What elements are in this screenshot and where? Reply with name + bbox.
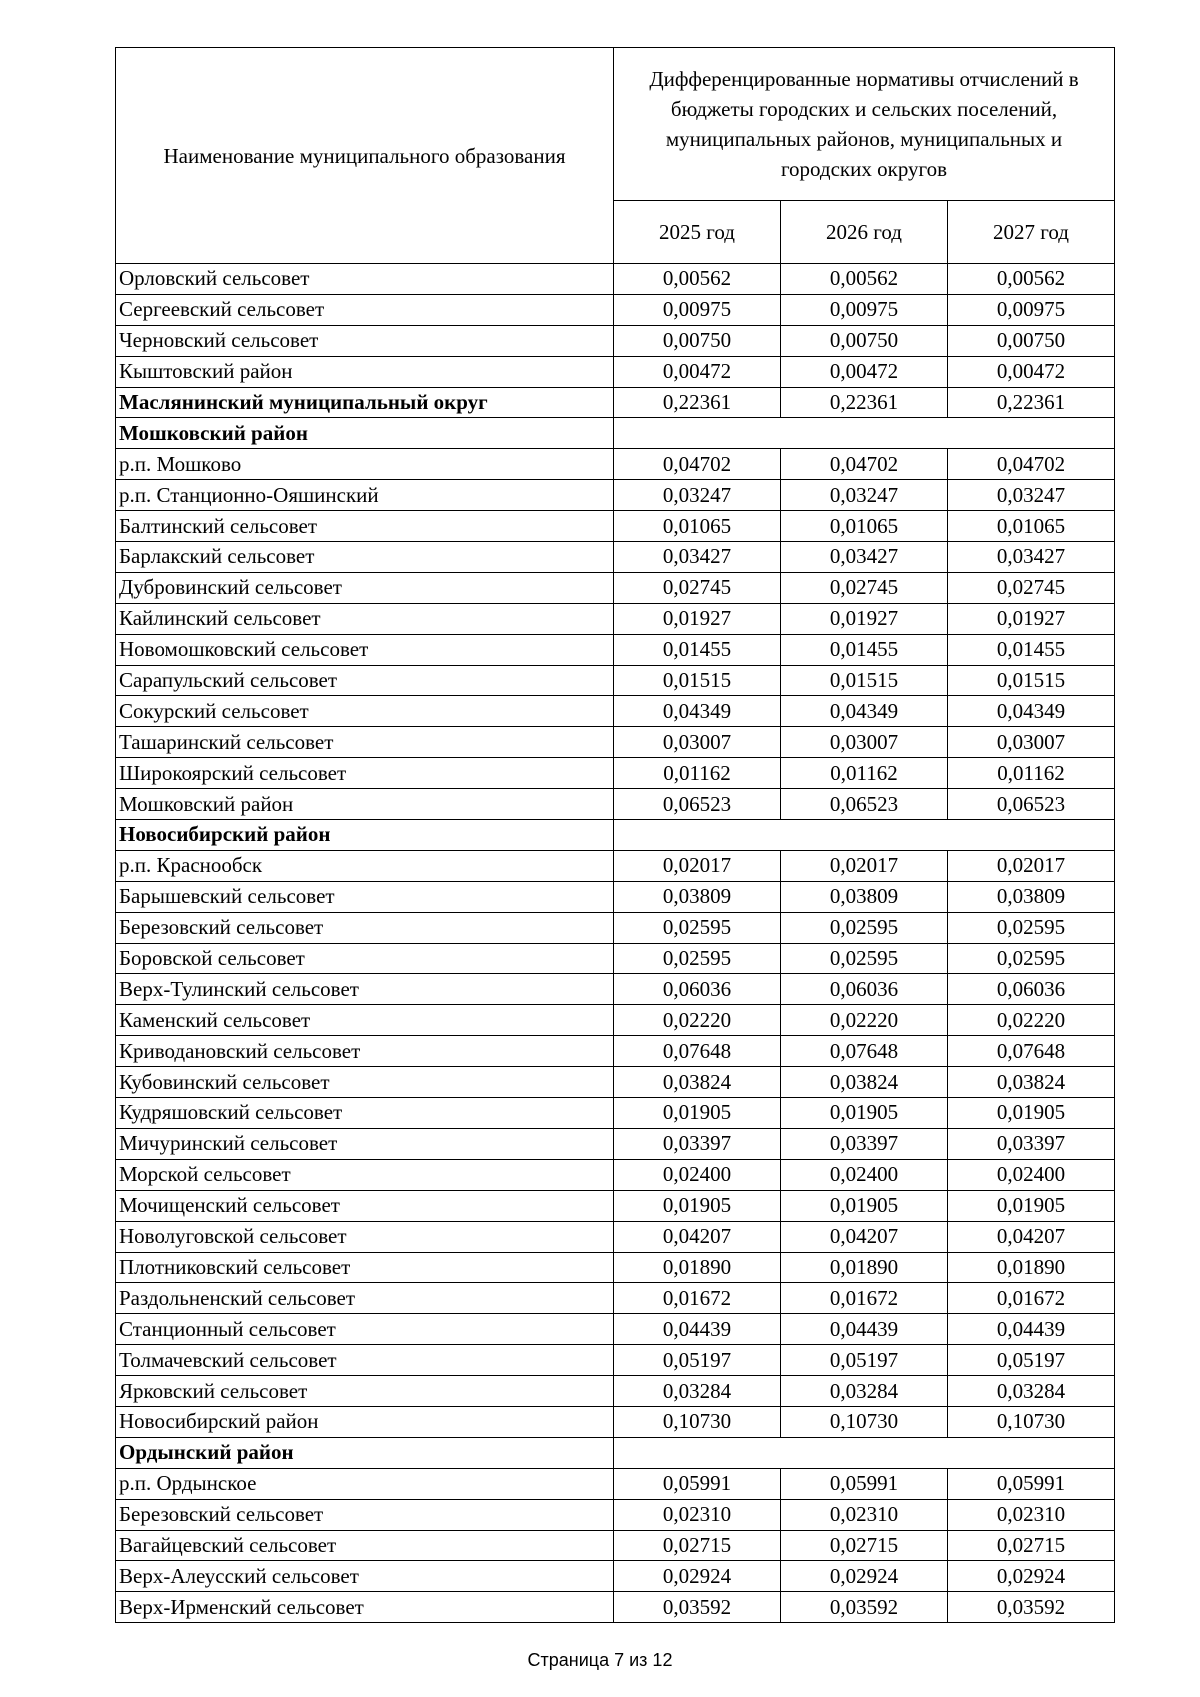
municipality-name: р.п. Станционно-Ояшинский — [116, 480, 614, 511]
standard-value-2026: 0,02715 — [781, 1530, 948, 1561]
standard-value-2026: 0,01672 — [781, 1283, 948, 1314]
municipality-name: Мичуринский сельсовет — [116, 1128, 614, 1159]
table-row — [116, 974, 1115, 1005]
standard-value-2027: 0,01065 — [948, 511, 1115, 542]
standard-value-2026: 0,03397 — [781, 1128, 948, 1159]
municipality-name: Маслянинский муниципальный округ — [116, 387, 614, 418]
table-row — [116, 1159, 1115, 1190]
table-row — [116, 1345, 1115, 1376]
section-empty-cell — [614, 820, 1115, 851]
municipality-name: р.п. Краснообск — [116, 850, 614, 881]
table-row — [116, 912, 1115, 943]
standard-value-2026: 0,02595 — [781, 912, 948, 943]
page-number: Страница 7 из 12 — [527, 1650, 673, 1670]
standard-value-2025: 0,03809 — [614, 881, 781, 912]
municipality-name: Балтинский сельсовет — [116, 511, 614, 542]
standard-value-2027: 0,01162 — [948, 758, 1115, 789]
table-row — [116, 480, 1115, 511]
standard-value-2026: 0,01905 — [781, 1098, 948, 1129]
standard-value-2025: 0,03592 — [614, 1592, 781, 1623]
section-empty-cell — [614, 1437, 1115, 1468]
standard-value-2027: 0,03007 — [948, 727, 1115, 758]
standard-value-2027: 0,07648 — [948, 1036, 1115, 1067]
section-row — [116, 820, 1115, 851]
standard-value-2027: 0,03284 — [948, 1376, 1115, 1407]
standard-value-2026: 0,00975 — [781, 294, 948, 325]
standard-value-2025: 0,03427 — [614, 542, 781, 573]
table-body — [116, 264, 1115, 1623]
standard-value-2025: 0,01890 — [614, 1252, 781, 1283]
standard-value-2025: 0,00975 — [614, 294, 781, 325]
standard-value-2027: 0,04702 — [948, 449, 1115, 480]
standard-value-2025: 0,02745 — [614, 572, 781, 603]
municipality-name: Верх-Алеусский сельсовет — [116, 1561, 614, 1592]
table-row — [116, 511, 1115, 542]
table-row — [116, 294, 1115, 325]
standard-value-2026: 0,00472 — [781, 356, 948, 387]
table-row — [116, 696, 1115, 727]
standard-value-2026: 0,03592 — [781, 1592, 948, 1623]
standard-value-2025: 0,00472 — [614, 356, 781, 387]
table-row — [116, 325, 1115, 356]
standard-value-2025: 0,00750 — [614, 325, 781, 356]
standard-value-2027: 0,02310 — [948, 1499, 1115, 1530]
table-row — [116, 1128, 1115, 1159]
standard-value-2025: 0,04207 — [614, 1221, 781, 1252]
municipality-name: р.п. Ордынское — [116, 1468, 614, 1499]
standard-value-2027: 0,02595 — [948, 943, 1115, 974]
standard-value-2027: 0,06036 — [948, 974, 1115, 1005]
municipality-name: Каменский сельсовет — [116, 1005, 614, 1036]
standard-value-2026: 0,06523 — [781, 789, 948, 820]
standard-value-2027: 0,02017 — [948, 850, 1115, 881]
table-row — [116, 1499, 1115, 1530]
standard-value-2027: 0,03427 — [948, 542, 1115, 573]
standard-value-2025: 0,01905 — [614, 1098, 781, 1129]
standard-value-2027: 0,02400 — [948, 1159, 1115, 1190]
standard-value-2025: 0,02595 — [614, 943, 781, 974]
municipality-name: Кыштовский район — [116, 356, 614, 387]
table-row — [116, 264, 1115, 295]
table-header-row — [116, 48, 1115, 201]
standard-value-2025: 0,04702 — [614, 449, 781, 480]
municipality-name: Новолуговской сельсовет — [116, 1221, 614, 1252]
standard-value-2025: 0,06036 — [614, 974, 781, 1005]
standard-value-2026: 0,01515 — [781, 665, 948, 696]
municipality-name: Плотниковский сельсовет — [116, 1252, 614, 1283]
table-row — [116, 1376, 1115, 1407]
municipality-name: Сокурский сельсовет — [116, 696, 614, 727]
section-empty-cell — [614, 418, 1115, 449]
standard-value-2026: 0,03824 — [781, 1067, 948, 1098]
standard-value-2027: 0,01905 — [948, 1098, 1115, 1129]
municipality-name: Орловский сельсовет — [116, 264, 614, 295]
standard-value-2027: 0,06523 — [948, 789, 1115, 820]
standard-value-2026: 0,05991 — [781, 1468, 948, 1499]
standard-value-2026: 0,01890 — [781, 1252, 948, 1283]
table-row — [116, 789, 1115, 820]
municipality-name: Сергеевский сельсовет — [116, 294, 614, 325]
standard-value-2025: 0,05991 — [614, 1468, 781, 1499]
table-row — [116, 1190, 1115, 1221]
municipality-name: Березовский сельсовет — [116, 912, 614, 943]
standard-value-2025: 0,02017 — [614, 850, 781, 881]
municipality-name: Раздольненский сельсовет — [116, 1283, 614, 1314]
municipality-name: Кудряшовский сельсовет — [116, 1098, 614, 1129]
table-row — [116, 1561, 1115, 1592]
municipality-name: Новосибирский район — [116, 1406, 614, 1437]
year-2027-header: 2027 год — [948, 201, 1115, 264]
standard-value-2025: 0,02310 — [614, 1499, 781, 1530]
standard-value-2027: 0,00562 — [948, 264, 1115, 295]
standard-value-2027: 0,03397 — [948, 1128, 1115, 1159]
standard-value-2025: 0,03007 — [614, 727, 781, 758]
standard-value-2027: 0,01890 — [948, 1252, 1115, 1283]
municipality-name: Кайлинский сельсовет — [116, 603, 614, 634]
standard-value-2025: 0,03247 — [614, 480, 781, 511]
table-row — [116, 572, 1115, 603]
standard-value-2025: 0,03824 — [614, 1067, 781, 1098]
table-row — [116, 943, 1115, 974]
table-row — [116, 449, 1115, 480]
standard-value-2026: 0,01927 — [781, 603, 948, 634]
table-row — [116, 603, 1115, 634]
standard-value-2027: 0,05991 — [948, 1468, 1115, 1499]
municipality-name: Криводановский сельсовет — [116, 1036, 614, 1067]
municipality-name: Дубровинский сельсовет — [116, 572, 614, 603]
table-row — [116, 1283, 1115, 1314]
municipality-name: Вагайцевский сельсовет — [116, 1530, 614, 1561]
standard-value-2027: 0,01672 — [948, 1283, 1115, 1314]
municipality-name: Морской сельсовет — [116, 1159, 614, 1190]
table-row — [116, 1530, 1115, 1561]
municipality-name: Барлакский сельсовет — [116, 542, 614, 573]
year-2026-header: 2026 год — [781, 201, 948, 264]
standard-value-2027: 0,00975 — [948, 294, 1115, 325]
standard-value-2025: 0,05197 — [614, 1345, 781, 1376]
standard-value-2026: 0,01065 — [781, 511, 948, 542]
table-row — [116, 1406, 1115, 1437]
standard-value-2025: 0,01455 — [614, 634, 781, 665]
standard-value-2025: 0,02924 — [614, 1561, 781, 1592]
municipality-name: Широкоярский сельсовет — [116, 758, 614, 789]
standard-value-2026: 0,04349 — [781, 696, 948, 727]
standard-value-2027: 0,01515 — [948, 665, 1115, 696]
municipality-name: Мочищенский сельсовет — [116, 1190, 614, 1221]
standard-value-2025: 0,03284 — [614, 1376, 781, 1407]
standard-value-2025: 0,02220 — [614, 1005, 781, 1036]
standard-value-2026: 0,03809 — [781, 881, 948, 912]
standard-value-2027: 0,10730 — [948, 1406, 1115, 1437]
table-row — [116, 1067, 1115, 1098]
standard-value-2026: 0,01905 — [781, 1190, 948, 1221]
standard-value-2026: 0,01162 — [781, 758, 948, 789]
standard-value-2026: 0,04207 — [781, 1221, 948, 1252]
standard-value-2026: 0,03284 — [781, 1376, 948, 1407]
table-row — [116, 758, 1115, 789]
standard-value-2026: 0,04702 — [781, 449, 948, 480]
standard-value-2027: 0,02220 — [948, 1005, 1115, 1036]
standard-value-2026: 0,02220 — [781, 1005, 948, 1036]
municipality-name: Сарапульский сельсовет — [116, 665, 614, 696]
municipality-name: Станционный сельсовет — [116, 1314, 614, 1345]
standard-value-2025: 0,02715 — [614, 1530, 781, 1561]
standard-value-2027: 0,03824 — [948, 1067, 1115, 1098]
standard-value-2025: 0,00562 — [614, 264, 781, 295]
standard-value-2027: 0,01905 — [948, 1190, 1115, 1221]
standard-value-2027: 0,00750 — [948, 325, 1115, 356]
standard-value-2026: 0,00562 — [781, 264, 948, 295]
standard-value-2025: 0,03397 — [614, 1128, 781, 1159]
year-2025-header: 2025 год — [614, 201, 781, 264]
standard-value-2027: 0,02715 — [948, 1530, 1115, 1561]
municipality-name: Боровской сельсовет — [116, 943, 614, 974]
standard-value-2027: 0,02745 — [948, 572, 1115, 603]
municipality-name: Кубовинский сельсовет — [116, 1067, 614, 1098]
standard-value-2027: 0,01927 — [948, 603, 1115, 634]
standard-value-2027: 0,22361 — [948, 387, 1115, 418]
municipality-name: Мошковский район — [116, 418, 614, 449]
municipality-name: Новосибирский район — [116, 820, 614, 851]
table-row — [116, 850, 1115, 881]
table-row — [116, 1252, 1115, 1283]
section-row — [116, 1437, 1115, 1468]
table-row — [116, 387, 1115, 418]
table-row — [116, 727, 1115, 758]
standard-value-2027: 0,05197 — [948, 1345, 1115, 1376]
municipality-name: Барышевский сельсовет — [116, 881, 614, 912]
table-row — [116, 1592, 1115, 1623]
standard-value-2025: 0,06523 — [614, 789, 781, 820]
standard-value-2026: 0,04439 — [781, 1314, 948, 1345]
standard-value-2025: 0,01162 — [614, 758, 781, 789]
standard-value-2027: 0,04207 — [948, 1221, 1115, 1252]
standard-value-2025: 0,10730 — [614, 1406, 781, 1437]
table-row — [116, 1005, 1115, 1036]
standards-group-header: Дифференцированные нормативы отчислений в бюджеты городских и сельских поселений, муниципальных районов, муниципальных и городских округов — [614, 48, 1115, 201]
standard-value-2025: 0,07648 — [614, 1036, 781, 1067]
standard-value-2027: 0,03809 — [948, 881, 1115, 912]
standard-value-2026: 0,02595 — [781, 943, 948, 974]
standard-value-2025: 0,04349 — [614, 696, 781, 727]
standard-value-2026: 0,03007 — [781, 727, 948, 758]
standard-value-2026: 0,22361 — [781, 387, 948, 418]
section-row — [116, 418, 1115, 449]
standard-value-2025: 0,02400 — [614, 1159, 781, 1190]
municipality-name: Березовский сельсовет — [116, 1499, 614, 1530]
standard-value-2025: 0,01065 — [614, 511, 781, 542]
table-row — [116, 356, 1115, 387]
table-row — [116, 1036, 1115, 1067]
standard-value-2027: 0,02595 — [948, 912, 1115, 943]
standard-value-2027: 0,03247 — [948, 480, 1115, 511]
allocation-standards-table — [115, 47, 1115, 1623]
standard-value-2026: 0,02745 — [781, 572, 948, 603]
standard-value-2027: 0,04439 — [948, 1314, 1115, 1345]
standard-value-2026: 0,07648 — [781, 1036, 948, 1067]
standard-value-2027: 0,04349 — [948, 696, 1115, 727]
municipality-name: Верх-Тулинский сельсовет — [116, 974, 614, 1005]
table-row — [116, 1221, 1115, 1252]
standard-value-2027: 0,01455 — [948, 634, 1115, 665]
standard-value-2026: 0,01455 — [781, 634, 948, 665]
standard-value-2025: 0,01905 — [614, 1190, 781, 1221]
standard-value-2026: 0,00750 — [781, 325, 948, 356]
standard-value-2026: 0,06036 — [781, 974, 948, 1005]
standard-value-2025: 0,02595 — [614, 912, 781, 943]
standard-value-2027: 0,02924 — [948, 1561, 1115, 1592]
municipality-name: Новомошковский сельсовет — [116, 634, 614, 665]
standard-value-2026: 0,02400 — [781, 1159, 948, 1190]
standard-value-2027: 0,00472 — [948, 356, 1115, 387]
table-row — [116, 665, 1115, 696]
standard-value-2025: 0,04439 — [614, 1314, 781, 1345]
standard-value-2025: 0,01515 — [614, 665, 781, 696]
standard-value-2026: 0,03247 — [781, 480, 948, 511]
name-column-header: Наименование муниципального образования — [116, 48, 614, 264]
table-row — [116, 542, 1115, 573]
table-row — [116, 881, 1115, 912]
municipality-name: Ташаринский сельсовет — [116, 727, 614, 758]
standard-value-2025: 0,22361 — [614, 387, 781, 418]
standard-value-2025: 0,01927 — [614, 603, 781, 634]
standard-value-2026: 0,03427 — [781, 542, 948, 573]
standard-value-2026: 0,02924 — [781, 1561, 948, 1592]
standard-value-2026: 0,10730 — [781, 1406, 948, 1437]
table-row — [116, 634, 1115, 665]
standard-value-2027: 0,03592 — [948, 1592, 1115, 1623]
municipality-name: Толмачевский сельсовет — [116, 1345, 614, 1376]
table-row — [116, 1314, 1115, 1345]
municipality-name: Верх-Ирменский сельсовет — [116, 1592, 614, 1623]
standard-value-2026: 0,02310 — [781, 1499, 948, 1530]
municipality-name: Ордынский район — [116, 1437, 614, 1468]
standard-value-2026: 0,02017 — [781, 850, 948, 881]
municipality-name: Черновский сельсовет — [116, 325, 614, 356]
table-row — [116, 1098, 1115, 1129]
table-row — [116, 1468, 1115, 1499]
municipality-name: Мошковский район — [116, 789, 614, 820]
standard-value-2026: 0,05197 — [781, 1345, 948, 1376]
standard-value-2025: 0,01672 — [614, 1283, 781, 1314]
municipality-name: р.п. Мошково — [116, 449, 614, 480]
municipality-name: Ярковский сельсовет — [116, 1376, 614, 1407]
